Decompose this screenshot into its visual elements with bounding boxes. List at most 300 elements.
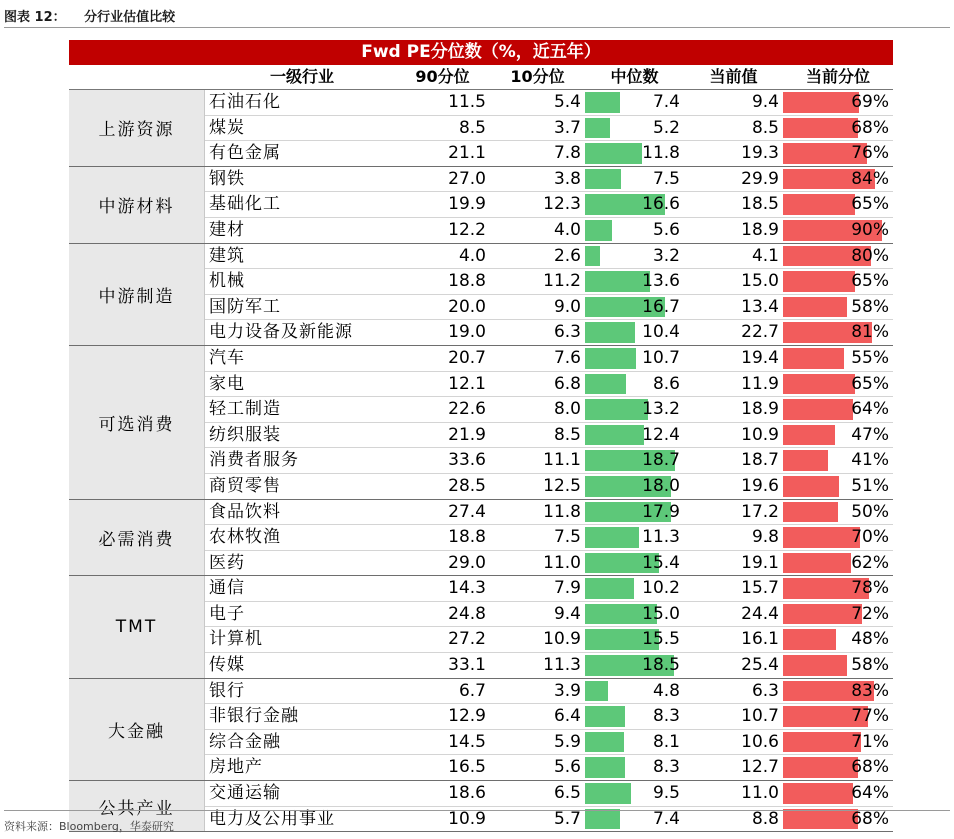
group-rows: [205, 781, 893, 831]
current-pct-cell: [783, 423, 893, 448]
median-value: 8.3: [652, 757, 680, 778]
table-row: [205, 448, 893, 474]
bottom-divider: [4, 810, 950, 811]
industry-name: 银行: [209, 680, 245, 701]
median-cell: [585, 295, 684, 320]
industry-name: 食品饮料: [209, 501, 281, 522]
current-pct-bar: [783, 655, 847, 676]
median-cell: [585, 320, 684, 345]
current-pct-value: 68%: [851, 808, 889, 829]
median-cell: [585, 653, 684, 678]
current-pct-bar: [783, 732, 861, 753]
median-cell: [585, 679, 684, 704]
median-value: 5.6: [652, 219, 680, 240]
table-title: Fwd PE分位数（%，近五年）: [69, 40, 893, 65]
median-cell: [585, 167, 684, 192]
median-value: 8.3: [652, 706, 680, 727]
industry-name: 商贸零售: [209, 475, 281, 496]
industry-name: 纺织服装: [209, 424, 281, 445]
median-cell: [585, 474, 684, 499]
median-cell: [585, 346, 684, 371]
median-bar: [585, 348, 636, 369]
current-pct-cell: [783, 781, 893, 806]
p90-value: 21.1: [448, 143, 486, 164]
p90-value: 6.7: [458, 680, 486, 701]
table-row: [205, 346, 893, 372]
current-pct-value: 72%: [851, 603, 889, 624]
current-pct-value: 58%: [851, 296, 889, 317]
p10-value: 6.8: [553, 373, 581, 394]
median-value: 11.3: [642, 527, 680, 548]
table-row: [205, 90, 893, 116]
p10-value: 2.6: [553, 245, 581, 266]
industry-group: [69, 679, 893, 781]
p10-value: 5.9: [553, 731, 581, 752]
median-bar: [585, 374, 626, 395]
current-pct-value: 90%: [851, 219, 889, 240]
current-pct-cell: [783, 627, 893, 652]
median-bar: [585, 527, 639, 548]
median-bar: [585, 322, 635, 343]
median-cell: [585, 500, 684, 525]
current-value: 22.7: [741, 322, 779, 343]
p10-value: 7.8: [553, 143, 581, 164]
group-label: 大金融: [69, 679, 205, 780]
current-value: 15.7: [741, 578, 779, 599]
current-value: 8.8: [751, 808, 779, 829]
median-cell: [585, 218, 684, 243]
figure-title: 分行业估值比较: [84, 10, 176, 25]
current-pct-cell: [783, 500, 893, 525]
current-pct-cell: [783, 192, 893, 217]
current-pct-cell: [783, 730, 893, 755]
current-pct-value: 68%: [851, 757, 889, 778]
median-value: 5.2: [652, 117, 680, 138]
current-pct-cell: [783, 397, 893, 422]
table-row: [205, 320, 893, 345]
industry-name: 电力设备及新能源: [209, 322, 353, 343]
p90-value: 14.3: [448, 578, 486, 599]
p90-value: 28.5: [448, 475, 486, 496]
industry-group: [69, 576, 893, 678]
current-pct-value: 71%: [851, 731, 889, 752]
group-label: 公共产业: [69, 781, 205, 831]
current-value: 24.4: [741, 603, 779, 624]
current-pct-bar: [783, 757, 858, 778]
p90-value: 10.9: [448, 808, 486, 829]
median-value: 15.5: [642, 629, 680, 650]
current-pct-value: 83%: [851, 680, 889, 701]
current-pct-value: 68%: [851, 117, 889, 138]
median-cell: [585, 576, 684, 601]
p10-value: 6.4: [553, 706, 581, 727]
median-bar: [585, 169, 621, 190]
table-row: [205, 781, 893, 807]
current-pct-bar: [783, 553, 851, 574]
industry-name: 钢铁: [209, 168, 245, 189]
header-current-pct: 当前分位: [805, 67, 870, 86]
median-cell: [585, 423, 684, 448]
table-row: [205, 141, 893, 166]
current-value: 8.5: [751, 117, 779, 138]
p90-value: 33.1: [448, 655, 486, 676]
p90-value: 27.2: [448, 629, 486, 650]
median-cell: [585, 244, 684, 269]
current-pct-cell: [783, 116, 893, 141]
median-cell: [585, 448, 684, 473]
current-value: 10.9: [741, 424, 779, 445]
current-pct-cell: [783, 295, 893, 320]
median-value: 9.5: [652, 783, 680, 804]
current-value: 18.7: [741, 450, 779, 471]
current-pct-bar: [783, 297, 847, 318]
median-cell: [585, 704, 684, 729]
p10-value: 6.5: [553, 783, 581, 804]
table-row: [205, 525, 893, 551]
median-value: 10.7: [642, 347, 680, 368]
industry-name: 消费者服务: [209, 450, 299, 471]
table-row: [205, 192, 893, 218]
industry-name: 机械: [209, 271, 245, 292]
current-pct-cell: [783, 602, 893, 627]
p10-value: 10.9: [543, 629, 581, 650]
table-row: [205, 551, 893, 576]
industry-name: 交通运输: [209, 783, 281, 804]
current-value: 18.9: [741, 399, 779, 420]
median-bar: [585, 246, 600, 267]
current-pct-value: 47%: [851, 424, 889, 445]
current-pct-bar: [783, 476, 839, 497]
table-row: [205, 627, 893, 653]
group-label: 必需消费: [69, 500, 205, 576]
source-note: 资料来源：Bloomberg，华泰研究: [4, 820, 174, 833]
current-pct-cell: [783, 679, 893, 704]
header-group-spacer: [69, 65, 205, 89]
median-cell: [585, 269, 684, 294]
current-value: 12.7: [741, 757, 779, 778]
header-p10: 10分位: [510, 67, 565, 86]
current-value: 17.2: [741, 501, 779, 522]
industry-name: 电子: [209, 603, 245, 624]
current-pct-value: 65%: [851, 271, 889, 292]
current-pct-value: 81%: [851, 322, 889, 343]
figure-number: 图表 12：: [4, 10, 66, 25]
current-value: 19.1: [741, 552, 779, 573]
group-rows: [205, 90, 893, 166]
p90-value: 21.9: [448, 424, 486, 445]
current-pct-cell: [783, 551, 893, 576]
p90-value: 27.4: [448, 501, 486, 522]
industry-group: [69, 781, 893, 832]
median-bar: [585, 681, 608, 702]
p90-value: 18.8: [448, 271, 486, 292]
table-row: [205, 295, 893, 321]
current-value: 29.9: [741, 168, 779, 189]
current-pct-cell: [783, 167, 893, 192]
current-pct-bar: [783, 399, 853, 420]
p90-value: 19.0: [448, 322, 486, 343]
median-cell: [585, 525, 684, 550]
p10-value: 12.3: [543, 194, 581, 215]
p90-value: 12.1: [448, 373, 486, 394]
median-cell: [585, 755, 684, 780]
current-pct-cell: [783, 320, 893, 345]
current-pct-cell: [783, 218, 893, 243]
current-pct-bar: [783, 348, 844, 369]
p10-value: 7.6: [553, 347, 581, 368]
median-cell: [585, 372, 684, 397]
current-pct-value: 55%: [851, 347, 889, 368]
table-row: [205, 500, 893, 526]
current-pct-value: 65%: [851, 194, 889, 215]
current-pct-bar: [783, 271, 855, 292]
p90-value: 12.2: [448, 219, 486, 240]
industry-name: 建筑: [209, 245, 245, 266]
current-value: 10.6: [741, 731, 779, 752]
median-value: 7.4: [652, 92, 680, 112]
current-pct-bar: [783, 450, 828, 471]
current-value: 11.0: [741, 783, 779, 804]
current-pct-cell: [783, 141, 893, 166]
header-industry: 一级行业: [269, 67, 334, 86]
p10-value: 7.9: [553, 578, 581, 599]
industry-name: 综合金融: [209, 731, 281, 752]
median-cell: [585, 602, 684, 627]
table-row: [205, 730, 893, 756]
valuation-table: [69, 40, 893, 832]
median-value: 11.8: [642, 143, 680, 164]
median-bar: [585, 809, 620, 830]
group-rows: [205, 500, 893, 576]
table-row: [205, 653, 893, 678]
median-cell: [585, 627, 684, 652]
table-row: [205, 755, 893, 780]
current-pct-value: 58%: [851, 655, 889, 676]
current-pct-bar: [783, 809, 858, 830]
median-cell: [585, 397, 684, 422]
current-pct-bar: [783, 118, 858, 139]
current-pct-bar: [783, 92, 859, 113]
industry-name: 轻工制造: [209, 399, 281, 420]
median-value: 13.6: [642, 271, 680, 292]
industry-name: 家电: [209, 373, 245, 394]
p10-value: 3.7: [553, 117, 581, 138]
median-cell: [585, 730, 684, 755]
median-bar: [585, 399, 648, 420]
industry-name: 农林牧渔: [209, 527, 281, 548]
median-value: 18.5: [642, 655, 680, 676]
p90-value: 18.6: [448, 783, 486, 804]
median-cell: [585, 116, 684, 141]
median-cell: [585, 192, 684, 217]
current-pct-value: 51%: [851, 475, 889, 496]
median-value: 7.5: [652, 168, 680, 189]
column-header-row: [69, 65, 893, 90]
p90-value: 8.5: [458, 117, 486, 138]
current-pct-bar: [783, 527, 860, 548]
industry-group: [69, 167, 893, 244]
table-row: [205, 423, 893, 449]
industry-name: 汽车: [209, 347, 245, 368]
median-value: 17.9: [642, 501, 680, 522]
p90-value: 19.9: [448, 194, 486, 215]
group-label: 上游资源: [69, 90, 205, 166]
group-rows: [205, 576, 893, 677]
current-pct-cell: [783, 448, 893, 473]
table-row: [205, 116, 893, 142]
current-pct-cell: [783, 346, 893, 371]
current-pct-value: 69%: [851, 92, 889, 112]
industry-name: 非银行金融: [209, 706, 299, 727]
current-value: 15.0: [741, 271, 779, 292]
median-bar: [585, 732, 624, 753]
group-label: TMT: [69, 576, 205, 677]
median-value: 7.4: [652, 808, 680, 829]
group-rows: [205, 346, 893, 499]
p90-value: 27.0: [448, 168, 486, 189]
median-value: 10.4: [642, 322, 680, 343]
table-row: [205, 576, 893, 602]
industry-name: 煤炭: [209, 117, 245, 138]
group-rows: [205, 244, 893, 345]
median-bar: [585, 757, 625, 778]
table-body: [69, 90, 893, 832]
industry-name: 传媒: [209, 655, 245, 676]
current-value: 18.9: [741, 219, 779, 240]
p10-value: 6.3: [553, 322, 581, 343]
p10-value: 8.0: [553, 399, 581, 420]
median-cell: [585, 551, 684, 576]
table-row: [205, 269, 893, 295]
p90-value: 29.0: [448, 552, 486, 573]
p10-value: 7.5: [553, 527, 581, 548]
header-current: 当前值: [709, 67, 758, 86]
header-median: 中位数: [610, 67, 659, 86]
median-value: 15.4: [642, 552, 680, 573]
median-value: 18.7: [642, 450, 680, 471]
current-value: 19.6: [741, 475, 779, 496]
industry-name: 房地产: [209, 757, 263, 778]
p90-value: 14.5: [448, 731, 486, 752]
p90-value: 11.5: [448, 92, 486, 112]
industry-name: 计算机: [209, 629, 263, 650]
table-row: [205, 474, 893, 499]
current-pct-bar: [783, 425, 835, 446]
industry-name: 医药: [209, 552, 245, 573]
p90-value: 16.5: [448, 757, 486, 778]
median-bar: [585, 425, 644, 446]
median-value: 4.8: [652, 680, 680, 701]
table-row: [205, 602, 893, 628]
current-value: 19.3: [741, 143, 779, 164]
current-value: 9.4: [751, 92, 779, 112]
median-bar: [585, 143, 642, 164]
current-value: 16.1: [741, 629, 779, 650]
industry-name: 石油石化: [209, 92, 281, 112]
top-divider: [4, 27, 950, 28]
current-pct-cell: [783, 244, 893, 269]
p90-value: 20.0: [448, 296, 486, 317]
current-pct-value: 64%: [851, 399, 889, 420]
current-value: 4.1: [751, 245, 779, 266]
current-value: 13.4: [741, 296, 779, 317]
p10-value: 9.0: [553, 296, 581, 317]
p90-value: 24.8: [448, 603, 486, 624]
current-pct-bar: [783, 629, 836, 650]
p90-value: 18.8: [448, 527, 486, 548]
current-pct-value: 76%: [851, 143, 889, 164]
table-row: [205, 397, 893, 423]
p10-value: 11.8: [543, 501, 581, 522]
p10-value: 3.9: [553, 680, 581, 701]
median-bar: [585, 92, 620, 113]
p90-value: 4.0: [458, 245, 486, 266]
p10-value: 5.4: [553, 92, 581, 112]
median-value: 12.4: [642, 424, 680, 445]
median-value: 16.7: [642, 296, 680, 317]
group-rows: [205, 167, 893, 243]
group-label: 中游制造: [69, 244, 205, 345]
median-bar: [585, 220, 612, 241]
current-pct-value: 65%: [851, 373, 889, 394]
p90-value: 33.6: [448, 450, 486, 471]
current-pct-value: 62%: [851, 552, 889, 573]
p10-value: 12.5: [543, 475, 581, 496]
p90-value: 22.6: [448, 399, 486, 420]
current-pct-cell: [783, 90, 893, 115]
median-bar: [585, 783, 631, 804]
table-row: [205, 704, 893, 730]
current-pct-bar: [783, 502, 838, 523]
p10-value: 4.0: [553, 219, 581, 240]
p90-value: 12.9: [448, 706, 486, 727]
figure-caption: [4, 6, 175, 25]
p10-value: 11.2: [543, 271, 581, 292]
industry-group: [69, 346, 893, 500]
p10-value: 11.3: [543, 655, 581, 676]
current-value: 6.3: [751, 680, 779, 701]
median-bar: [585, 706, 625, 727]
current-pct-value: 48%: [851, 629, 889, 650]
current-pct-value: 80%: [851, 245, 889, 266]
current-value: 9.8: [751, 527, 779, 548]
industry-name: 基础化工: [209, 194, 281, 215]
industry-name: 建材: [209, 219, 245, 240]
current-pct-cell: [783, 269, 893, 294]
current-pct-value: 84%: [851, 168, 889, 189]
median-value: 13.2: [642, 399, 680, 420]
industry-name: 电力及公用事业: [209, 808, 335, 829]
current-pct-value: 77%: [851, 706, 889, 727]
median-value: 8.1: [652, 731, 680, 752]
current-value: 10.7: [741, 706, 779, 727]
current-pct-cell: [783, 755, 893, 780]
current-pct-cell: [783, 525, 893, 550]
current-pct-cell: [783, 704, 893, 729]
current-pct-cell: [783, 576, 893, 601]
table-row: [205, 679, 893, 705]
industry-group: [69, 90, 893, 167]
current-pct-bar: [783, 374, 855, 395]
current-value: 11.9: [741, 373, 779, 394]
p10-value: 5.7: [553, 808, 581, 829]
industry-group: [69, 244, 893, 346]
current-value: 19.4: [741, 347, 779, 368]
table-row: [205, 167, 893, 193]
group-label: 中游材料: [69, 167, 205, 243]
median-value: 15.0: [642, 603, 680, 624]
median-bar: [585, 271, 650, 292]
